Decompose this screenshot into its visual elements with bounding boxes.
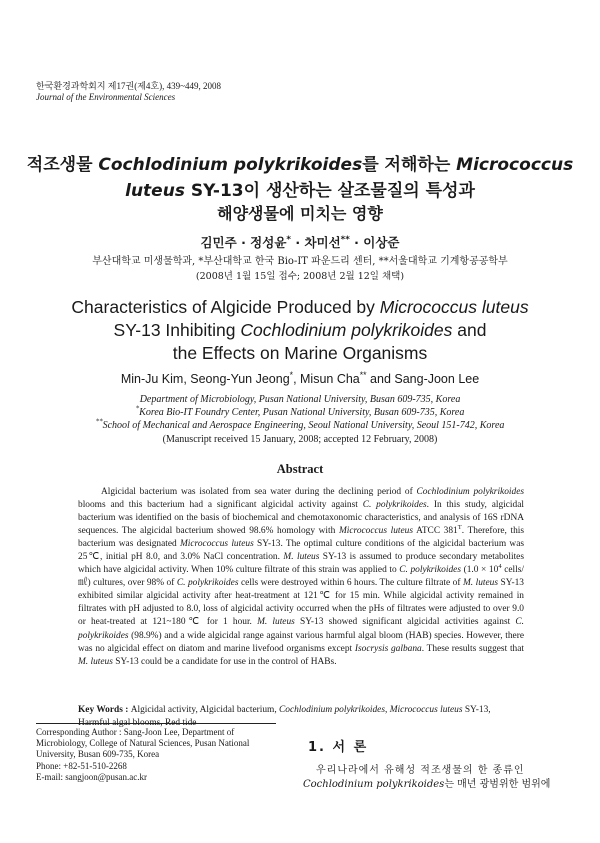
korean-affiliations: 부산대학교 미생물학과, *부산대학교 한국 Bio-IT 파운드리 센터, **서울대학교 기계항공공학부	[92, 256, 508, 267]
english-affiliation-2: *Korea Bio-IT Foundry Center, Pusan National University, Busan 609-735, Korea	[135, 404, 465, 418]
korean-authors: 김민주 · 정성윤* · 차미선** · 이상준	[200, 234, 400, 250]
english-title-line-2: SY-13 Inhibiting Cochlodinium polykrikoides and	[113, 320, 487, 340]
korean-title-line-2: luteus SY-13이 생산하는 살조물질의 특성과	[125, 181, 475, 201]
introduction-heading: 1. 서 론	[308, 740, 369, 755]
english-title-line-3: the Effects on Marine Organisms	[172, 343, 428, 363]
journal-header	[36, 81, 221, 103]
abstract-heading: Abstract	[276, 462, 324, 476]
corresponding-author-email: E-mail: sangjoon@pusan.ac.kr	[36, 771, 148, 782]
english-title-line-1: Characteristics of Algicide Produced by Micrococcus luteus	[71, 297, 529, 317]
corresponding-author-phone: Phone: +82-51-510-2268	[36, 760, 127, 771]
english-authors: Min-Ju Kim, Seong-Yun Jeong*, Misun Cha** and Sang-Joon Lee	[120, 369, 480, 386]
korean-received-date: (2008년 1월 15일 접수; 2008년 2월 12일 채택)	[195, 271, 405, 282]
korean-title-line-1: 적조생물 Cochlodinium polykrikoides를 저해하는 Micrococcus	[26, 155, 574, 175]
english-affiliation-1: Department of Microbiology, Pusan National University, Busan 609-735, Korea	[139, 394, 461, 405]
key-words: Key Words : Algicidal activity, Algicidal bacterium, Cochlodinium polykrikoides, Micrococcus luteus SY-13, Harmful algal blooms, Red tide	[78, 705, 491, 728]
journal-name-english: Journal of the Environmental Sciences	[36, 92, 176, 102]
introduction-line-1: 우리나라에서 유해성 적조생물의 한 종류인	[316, 765, 525, 776]
corresponding-author-address: Corresponding Author : Sang-Joon Lee, Department of Microbiology, College of Natural Sciences, Pusan National University, Busan 609-735, Korea	[36, 727, 250, 760]
journal-name-korean: 한국환경과학회지 제17권(제4호), 439~449, 2008	[36, 81, 221, 91]
abstract-body: Algicidal bacterium was isolated from sea water during the declining period of Cochlodinium polykrikoides blooms and this bacterium had a significant algicidal activity against C. polykrikoides. In this study, algicidal bacterium was identified on the basis of biochemical and chemotaxonomic characteristics, and analysis of 16S rDNA sequences. The algicidal bacterium showed 98.6% homology with Micrococcus luteus ATCC $381^T$. Therefore, this bacterium was designated Micrococcus luteus SY-13. The optimal culture conditions of the algicidal bacterium was 25℃, initial pH 8.0, and 3.0% NaCl concentration. M. luteus SY-13 is assumed to produce secondary metabolites which have algicidal activity. When 10% culture filtrate of this strain was applied to C. polykrikoides ($1.0 \times 10^4$ cells/㎖) cultures, over 98% of C. polykrikoides cells were destroyed within 6 hours. The culture filtrate of M. luteus SY-13 exhibited similar algicidal activity after heat-treatment at 121℃ for 15 min. While algicidal activity remained in filtrates with pH adjusted to 8.0, loss of algicidal activity occurred when the pHs of filtrates were adjusted to over 9.0 or heat-treated at 121~180℃ for 1 hour. M. luteus SY-13 showed significant algicidal activities against C. polykrikoides (98.9%) and a wide algicidal range against various harmful algal bloom (HAB) species. However, there was no algicidal effect on diatom and marine livefood organisms except Isocrysis galbana. These results suggest that M. luteus SY-13 could be a candidate for use in the control of HABs.	[78, 487, 525, 667]
introduction-line-2: Cochlodinium polykrikoides는 매년 광범위한 범위에	[303, 779, 551, 790]
english-affiliation-3: **School of Mechanical and Aerospace Engineering, Seoul National University, Seoul 151-742, Korea	[95, 417, 505, 431]
corresponding-author	[36, 727, 281, 783]
english-received-date: (Manuscript received 15 January, 2008; accepted 12 February, 2008)	[162, 434, 438, 445]
footnote-divider	[36, 723, 276, 724]
korean-title-line-3: 해양생물에 미치는 영향	[217, 204, 383, 223]
